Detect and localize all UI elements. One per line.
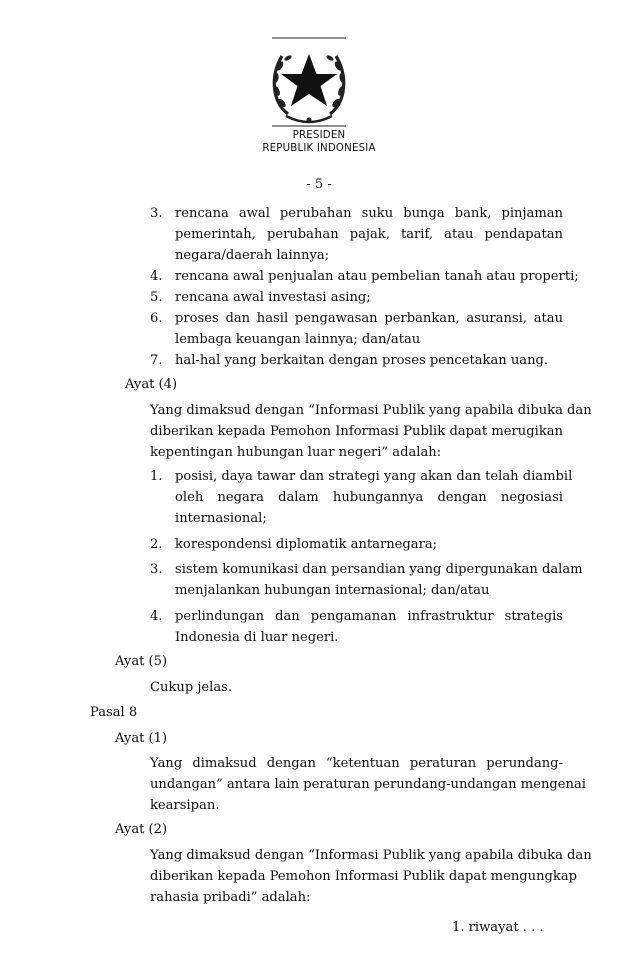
list-item-number: 3. [150,206,163,221]
ayat-4-intro-line: kepentingan hubungan luar negeri” adalah: [150,445,442,460]
list-item-line: rencana awal penjualan atau pembelian tanah atau properti; [175,269,579,284]
ayat-1-line: Yang dimaksud dengan “ketentuan peraturan perundang- [150,756,563,771]
ayat-5-body: Cukup jelas. [150,680,233,695]
ayat-1-line: kearsipan. [150,798,220,813]
header-line-republik: REPUBLIK INDONESIA [262,143,376,154]
list-item-line: posisi, daya tawar dan strategi yang akan dan telah diambil [175,469,573,484]
list-item-line: pemerintah, perubahan pajak, tarif, atau pendapatan [175,227,563,242]
list-item-number: 4. [150,609,163,624]
list-item-line: rencana awal investasi asing; [175,290,371,305]
page-number: - 5 - [306,177,332,192]
list-item-line: negara/daerah lainnya; [175,248,330,263]
list-item-number: 3. [150,562,163,577]
header-line-presiden: PRESIDEN [292,130,346,141]
list-item-number: 4. [150,269,163,284]
list-item-line: rencana awal perubahan suku bunga bank, pinjaman [175,206,563,221]
ayat-2-heading: Ayat (2) [115,822,168,837]
list-item-line: sistem komunikasi dan persandian yang dipergunakan dalam [175,562,583,577]
list-item-number: 6. [150,311,163,326]
ayat-4-heading: Ayat (4) [125,377,178,392]
footer-catchword: 1. riwayat . . . [452,920,544,935]
ayat-4-intro-line: Yang dimaksud dengan “Informasi Publik yang apabila dibuka dan [150,403,592,418]
list-item-line: korespondensi diplomatik antarnegara; [175,537,438,552]
ayat-1-line: undangan” antara lain peraturan perundang-undangan mengenai [150,777,586,792]
list-item-number: 5. [150,290,163,305]
list-item-number: 1. [150,469,163,484]
ayat-1-heading: Ayat (1) [115,731,168,746]
list-item-line: perlindungan dan pengamanan infrastruktur strategis [175,609,563,624]
list-item-line: internasional; [175,511,267,526]
list-item-line: lembaga keuangan lainnya; dan/atau [175,332,421,347]
list-item-number: 2. [150,537,163,552]
list-item-line: menjalankan hubungan internasional; dan/atau [175,583,490,598]
pasal-8-heading: Pasal 8 [90,705,138,720]
list-item-line: proses dan hasil pengawasan perbankan, asuransi, atau [175,311,563,326]
list-item-line: Indonesia di luar negeri. [175,630,339,645]
list-item-line: hal-hal yang berkaitan dengan proses pencetakan uang. [175,353,549,368]
ayat-5-heading: Ayat (5) [115,654,168,669]
presidential-emblem-icon [266,36,352,128]
list-item-number: 7. [150,353,163,368]
ayat-2-line: rahasia pribadi” adalah: [150,890,311,905]
ayat-2-line: Yang dimaksud dengan “Informasi Publik yang apabila dibuka dan [150,848,592,863]
ayat-2-line: diberikan kepada Pemohon Informasi Publik dapat mengungkap [150,869,578,884]
list-item-line: oleh negara dalam hubungannya dengan negosiasi [175,490,563,505]
ayat-4-intro-line: diberikan kepada Pemohon Informasi Publik dapat merugikan [150,424,563,439]
